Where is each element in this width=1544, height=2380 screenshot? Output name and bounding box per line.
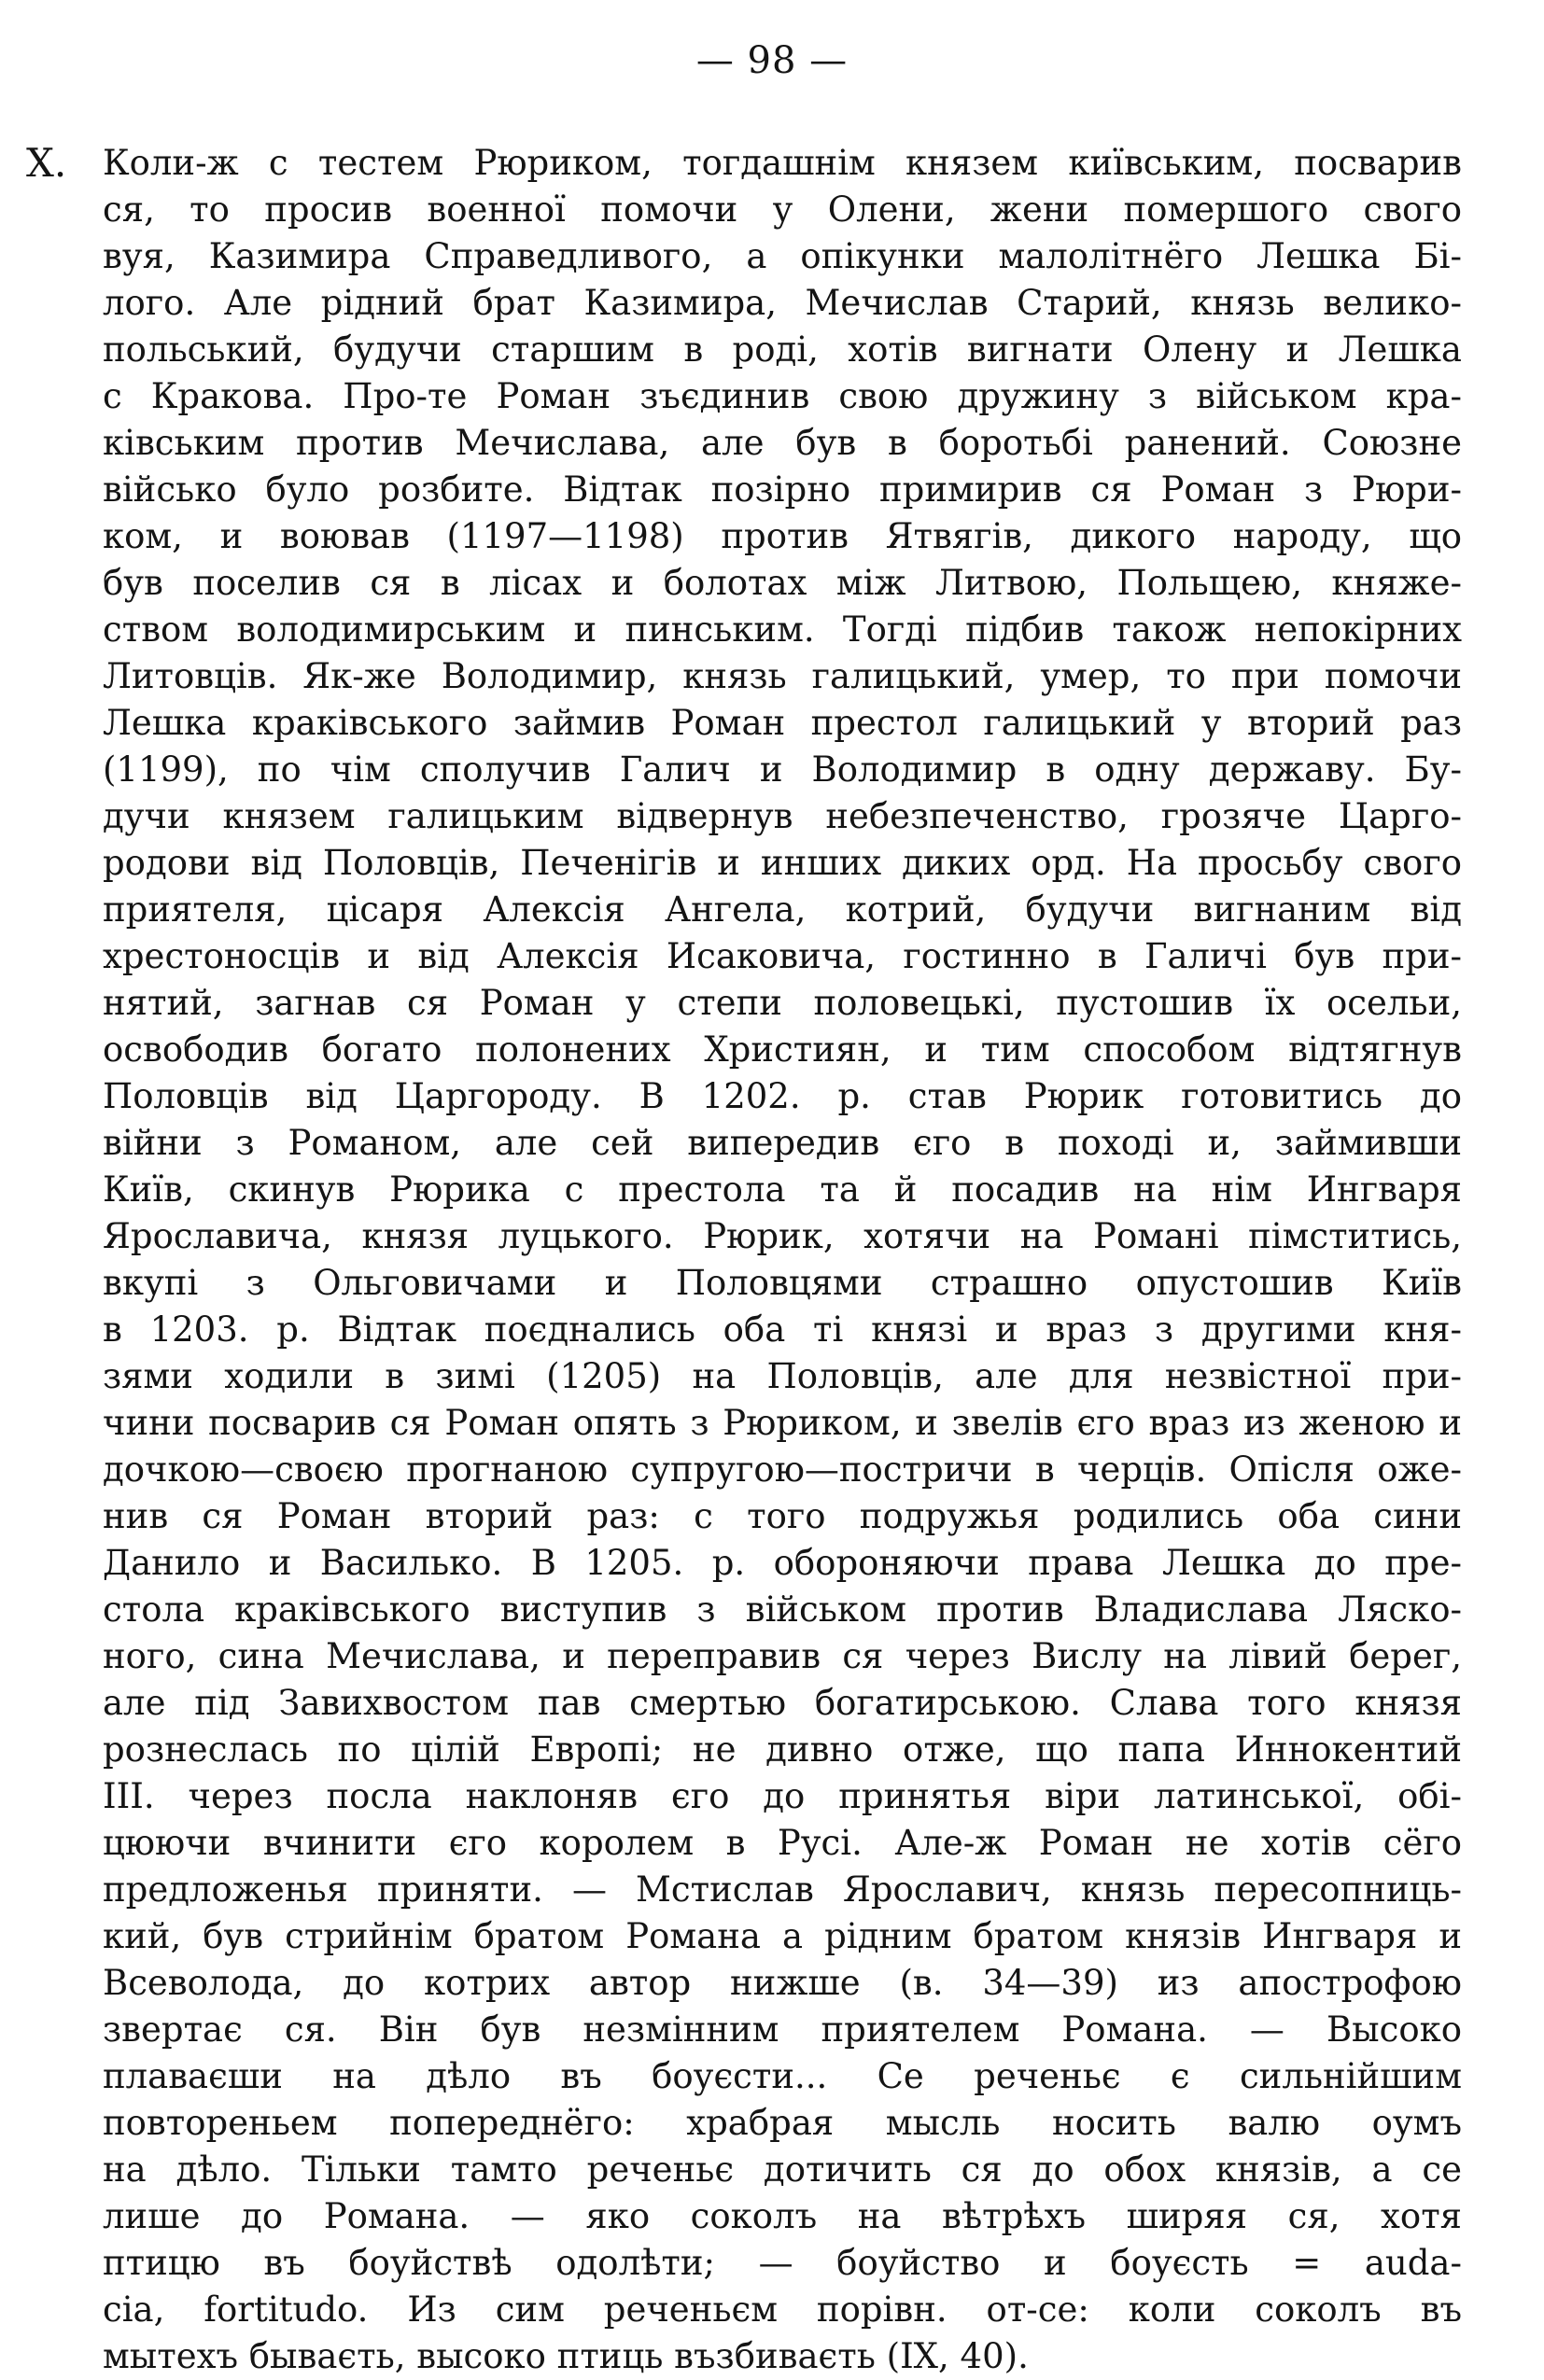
text-line: нив ся Роман вторий раз: с того подружья родились оба сини (103, 1496, 1462, 1536)
text-line: Лешка краківського займив Роман престол галицький у вторий раз (103, 703, 1462, 743)
text-line: мытехъ бываєть, высоко птиць възбиваєть (IX, 40). (103, 2336, 1029, 2376)
text-line: в 1203. р. Відтак поєднались оба ті князі и враз з другими кня- (103, 1309, 1462, 1350)
text-line: Коли-ж с тестем Рюриком, тогдашнім князем київським, посварив (103, 143, 1462, 183)
text-line: Київ, скинув Рюрика с престола та й посадив на нім Ингваря (103, 1169, 1462, 1210)
text-line: вуя, Казимира Справедливого, а опікунки малолітнёго Лешка Бі- (103, 236, 1462, 276)
text-line: війни з Романом, але сей випередив єго в поході и, займивши (103, 1123, 1462, 1163)
text-line: лого. Але рідний брат Казимира, Мечислав Старий, князь велико- (103, 283, 1462, 323)
text-line: ківським против Мечислава, але був в боротьбі ранений. Союзне (103, 423, 1462, 463)
text-line: вкупі з Ольговичами и Половцями страшно опустошив Київ (103, 1263, 1462, 1303)
text-line: Всеволода, до котрих автор нижше (в. 34—39) из апострофою (103, 1963, 1462, 2003)
text-line: Данило и Василько. В 1205. р. обороняючи права Лешка до пре- (103, 1543, 1462, 1583)
text-line: нятий, загнав ся Роман у степи половецькі, пустошив їх осельи, (103, 983, 1462, 1023)
text-line: освободив богато полонених Християн, и тим способом відтягнув (103, 1029, 1462, 1070)
text-line: хрестоносців и від Алексія Исаковича, гостинно в Галичі був при- (103, 936, 1462, 976)
text-line: Ярославича, князя луцького. Рюрик, хотячи на Романі пімститись, (103, 1216, 1462, 1256)
body-text (103, 140, 1462, 2380)
section-marker: X. (26, 140, 67, 186)
text-line: Половців від Царгороду. В 1202. р. став Рюрик готовитись до (103, 1076, 1462, 1116)
text-line: с Кракова. Про-те Роман зъєдинив свою дружину з військом кра- (103, 376, 1462, 416)
text-line: на дѣло. Тільки тамто реченьє дотичить ся до обох князів, а се (103, 2149, 1462, 2190)
text-line: птицю въ боуйствѣ одолѣти; — боуйство и боуєсть = auda- (103, 2243, 1462, 2283)
text-line: військо було розбите. Відтак позірно примирив ся Роман з Рюри- (103, 469, 1462, 510)
text-line: рознеслась по цілій Европі; не дивно отже, що папа Иннокентий (103, 1729, 1462, 1770)
text-line: але під Завихвостом пав смертью богатирською. Слава того князя (103, 1683, 1462, 1723)
text-line: cia, fortitudo. Из сим реченьєм порівн. от-се: коли соколъ въ (103, 2289, 1462, 2330)
text-line: ся, то просив военної помочи у Олени, жени помершого свого (103, 189, 1462, 230)
text-line: кий, був стрийнім братом Романа а рідним братом князів Ингваря и (103, 1916, 1462, 1956)
text-line: звертає ся. Він був незмінним приятелем Романа. — Высоко (103, 2009, 1462, 2050)
text-line: стола краківського виступив з військом против Владислава Ляско- (103, 1589, 1462, 1630)
text-line: Литовців. Як-же Володимир, князь галицький, умер, то при помочи (103, 656, 1462, 696)
text-line: польський, будучи старшим в роді, хотів вигнати Олену и Лешка (103, 329, 1462, 370)
text-line: приятеля, цісаря Алексія Ангела, котрий, будучи вигнаним від (103, 889, 1462, 930)
text-line: III. через посла наклоняв єго до принятья віри латинської, обі- (103, 1776, 1462, 1816)
text-line: чини посварив ся Роман опять з Рюриком, и звелів єго враз из женою и (103, 1403, 1462, 1443)
text-line: предложенья приняти. — Мстислав Ярославич, князь пересопниць- (103, 1869, 1462, 1910)
text-line: дучи князем галицьким відвернув небезпеченство, грозяче Царго- (103, 796, 1462, 836)
text-line: родови від Половців, Печенігів и инших диких орд. На просьбу свого (103, 843, 1462, 883)
text-line: був поселив ся в лісах и болотах між Литвою, Польщею, княже- (103, 563, 1462, 603)
page-number: — 98 — (695, 39, 849, 82)
text-line: повтореньем попереднёго: храбрая мысль носить валю оумъ (103, 2103, 1462, 2143)
text-line: цюючи вчинити єго королем в Русі. Але-ж Роман не хотів сёго (103, 1823, 1462, 1863)
text-line: зями ходили в зимі (1205) на Половців, але для незвістної при- (103, 1356, 1462, 1396)
text-line: ного, сина Мечислава, и переправив ся через Вислу на лівий берег, (103, 1636, 1462, 1676)
text-line: лише до Романа. — яко соколъ на вѣтрѣхъ ширяя ся, хотя (103, 2196, 1462, 2236)
text-line: ком, и воював (1197—1198) против Ятвягів, дикого народу, що (103, 516, 1462, 556)
text-line: (1199), по чім сполучив Галич и Володимир в одну державу. Бу- (103, 749, 1462, 790)
text-line: плаваєши на дѣло въ боуєсти... Се реченьє є сильнійшим (103, 2056, 1462, 2096)
text-line: ством володимирським и пинським. Тогді підбив також непокірних (103, 609, 1462, 650)
text-line: дочкою—своєю прогнаною супругою—постричи в черців. Опісля оже- (103, 1449, 1462, 1490)
